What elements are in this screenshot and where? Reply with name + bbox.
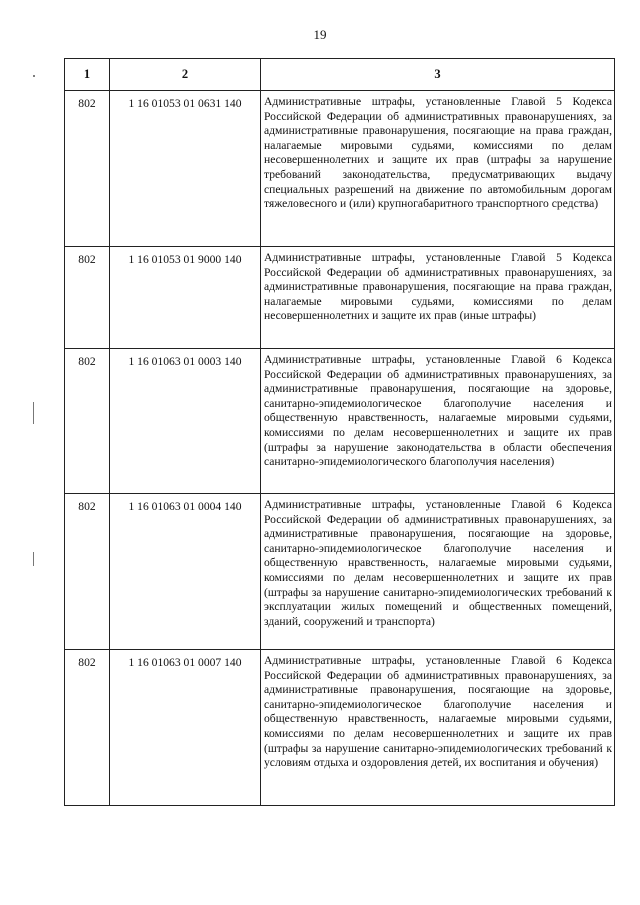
scan-margin-mark bbox=[33, 552, 34, 566]
budget-classification-code-cell: 1 16 01053 01 0631 140 bbox=[110, 91, 261, 247]
table-row bbox=[65, 91, 615, 247]
budget-classification-code-cell: 1 16 01063 01 0004 140 bbox=[110, 494, 261, 650]
revenue-description-cell: Административные штрафы, установленные Главой 6 Кодекса Российской Федерации об административных правонарушениях, за административные правонарушения, посягающие на здоровье, санитарно-эпидемиологическое благополучие населения и общественную нравственность, налагаемые мировыми судьями, комиссиями по делам несовершеннолетних и защите их прав (штрафы за нарушение законодательства в области обеспечения санитарно-эпидемиологического благополучия населения) bbox=[261, 349, 615, 494]
table-row bbox=[65, 349, 615, 494]
revenue-description-cell: Административные штрафы, установленные Главой 5 Кодекса Российской Федерации об административных правонарушениях, за административные правонарушения, посягающие на права граждан, налагаемые мировыми судьями, комиссиями по делам несовершеннолетних и защите их прав (иные штрафы) bbox=[261, 247, 615, 349]
revenue-description-cell: Административные штрафы, установленные Главой 6 Кодекса Российской Федерации об административных правонарушениях, за административные правонарушения, посягающие на здоровье, санитарно-эпидемиологическое благополучие населения и общественную нравственность, налагаемые мировыми судьями, комиссиями по делам несовершеннолетних и защите их прав (штрафы за нарушение санитарно-эпидемиологических требований к эксплуатации жилых помещений и общественных помещений, зданий, сооружений и транспорта) bbox=[261, 494, 615, 650]
table-row bbox=[65, 650, 615, 806]
administrator-code-cell: 802 bbox=[65, 650, 110, 806]
budget-classification-code-cell: 1 16 01063 01 0003 140 bbox=[110, 349, 261, 494]
budget-classification-code-cell: 1 16 01063 01 0007 140 bbox=[110, 650, 261, 806]
administrator-code-cell: 802 bbox=[65, 494, 110, 650]
column-header-1: 1 bbox=[65, 59, 110, 91]
administrator-code-cell: 802 bbox=[65, 349, 110, 494]
table-row bbox=[65, 494, 615, 650]
budget-codes-table bbox=[64, 58, 615, 806]
table-header-row bbox=[65, 59, 615, 91]
column-header-2: 2 bbox=[110, 59, 261, 91]
revenue-description-cell: Административные штрафы, установленные Главой 5 Кодекса Российской Федерации об административных правонарушениях, за административные правонарушения, посягающие на права граждан, налагаемые мировыми судьями, комиссиями по делам несовершеннолетних и защите их прав (штрафы за нарушение требований законодательства, предусматривающих выдачу специальных разрешений на движение по автомобильным дорогам тяжеловесного и (или) крупногабаритного транспортного средства) bbox=[261, 91, 615, 247]
scan-dot bbox=[33, 75, 35, 77]
scan-margin-mark bbox=[33, 402, 34, 424]
page-number: 19 bbox=[313, 27, 327, 42]
column-header-3: 3 bbox=[261, 59, 615, 91]
administrator-code-cell: 802 bbox=[65, 91, 110, 247]
table-row bbox=[65, 247, 615, 349]
revenue-description-cell: Административные штрафы, установленные Главой 6 Кодекса Российской Федерации об административных правонарушениях, за административные правонарушения, посягающие на здоровье, санитарно-эпидемиологическое благополучие населения и общественную нравственность, налагаемые мировыми судьями, комиссиями по делам несовершеннолетних и защите их прав (штрафы за нарушение санитарно-эпидемиологических требований к условиям отдыха и оздоровления детей, их воспитания и обучения) bbox=[261, 650, 615, 806]
budget-classification-code-cell: 1 16 01053 01 9000 140 bbox=[110, 247, 261, 349]
administrator-code-cell: 802 bbox=[65, 247, 110, 349]
